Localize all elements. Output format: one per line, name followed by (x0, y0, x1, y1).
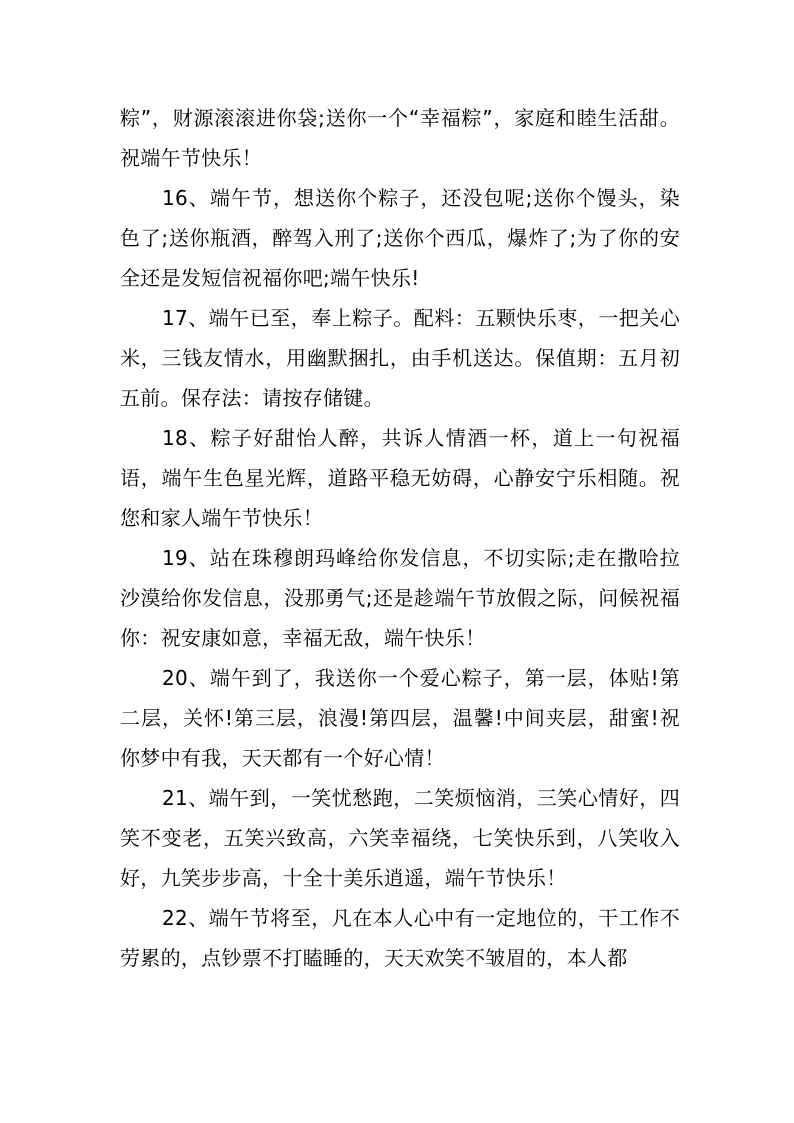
paragraph-continuation: 粽”，财源滚滚进你袋;送你一个“幸福粽”，家庭和睦生活甜。祝端午节快乐！ (120, 106, 680, 170)
paragraph-item-22: 22、端午节将至，凡在本人心中有一定地位的，干工作不劳累的，点钞票不打瞌睡的，天天欢笑不皱眉的，本人都 (120, 906, 680, 970)
paragraph-item-21: 21、端午到，一笑忧愁跑，二笑烦恼消，三笑心情好，四笑不变老，五笑兴致高，六笑幸福绕，七笑快乐到，八笑收入好，九笑步步高，十全十美乐逍遥，端午节快乐！ (120, 786, 680, 890)
paragraph-item-18: 18、粽子好甜怡人醉，共诉人情酒一杯，道上一句祝福语，端午生色星光辉，道路平稳无妨碍，心静安宁乐相随。祝您和家人端午节快乐！ (120, 426, 680, 530)
paragraph-item-17: 17、端午已至，奉上粽子。配料：五颗快乐枣，一把关心米，三钱友情水，用幽默捆扎，由手机送达。保值期：五月初五前。保存法：请按存储键。 (120, 306, 680, 410)
paragraph-item-16: 16、端午节，想送你个粽子，还没包呢;送你个馒头，染色了;送你瓶酒，醉驾入刑了;送你个西瓜，爆炸了;为了你的安全还是发短信祝福你吧;端午快乐! (120, 186, 680, 290)
paragraph-item-19: 19、站在珠穆朗玛峰给你发信息，不切实际;走在撒哈拉沙漠给你发信息，没那勇气;还是趁端午节放假之际，问候祝福你：祝安康如意，幸福无敌，端午快乐！ (120, 546, 680, 650)
paragraph-item-20: 20、端午到了，我送你一个爱心粽子，第一层，体贴!第二层，关怀!第三层，浪漫!第四层，温馨!中间夹层，甜蜜!祝你梦中有我，天天都有一个好心情！ (120, 666, 680, 770)
document-body (120, 98, 680, 978)
